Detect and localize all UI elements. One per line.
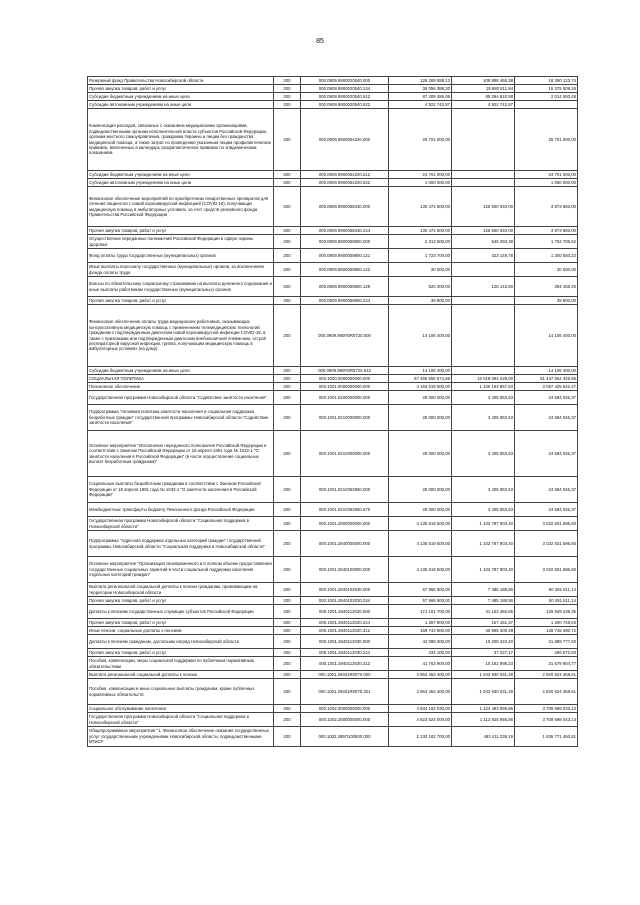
row-name: Субсидии бюджетным учреждениям на иные цели [88,367,274,375]
table-row [88,657,578,671]
table-row [88,649,578,657]
page-number: 85 [316,38,324,45]
table-row [88,101,578,109]
row-approved: 3 864 453 400,00 [389,671,452,679]
row-remaining: 31 579 904,77 [515,657,578,671]
row-approved: 171 101 700,00 [389,605,452,619]
row-name: Доплаты к пенсиям гражданам, достигшим наград Новосибирской области [88,635,274,649]
row-name: Взносы по обязательному социальному страхованию на выплаты денежного содержания и иные выплаты работникам государственных (муниципальных) органов [88,277,274,297]
table-row [88,557,578,583]
row-code: 200 [274,605,301,619]
row-name: Финансовое обеспечение оплаты труда медицинских работников, оказывающих консультативную медицинскую помощь с применением телемедицинских технологий гражданам с подтвержденным диагнозом новой коронавирусной инфекции COVID-19, а также с признаками или подтвержденным диагнозом внебольничной пневмонии, острой респираторной вирусной инфекции, гриппа, получающим медицинскую помощь в амбулаторных условиях (на дому) [88,305,274,367]
row-remaining: 2 820 524 368,51 [515,679,578,705]
table-row [88,93,578,101]
row-code: 200 [274,657,301,671]
row-name: Резервный фонд Правительства Новосибирской области [88,77,274,85]
row-approved: 24 701 000,00 [389,171,452,179]
row-approved: 169 743 800,00 [389,627,452,635]
row-approved: 4 135 619 500,00 [389,557,452,583]
row-approved: 28 000 000,00 [389,431,452,477]
row-executed: 16 018 094 229,00 [452,375,515,383]
row-approved: 28 000 000,00 [389,405,452,431]
row-approved: 57 966 800,00 [389,597,452,605]
row-remaining: 2 820 524 368,51 [515,671,578,679]
row-remaining: 24 594 046,37 [515,405,578,431]
row-approved: 4 135 619 500,00 [389,517,452,531]
table-row [88,305,578,367]
row-code: 200 [274,531,301,557]
table-row [88,227,578,235]
row-remaining: 394 156,40 [515,277,578,297]
row-kbk: 000.0909.9900059800.121 [301,249,389,263]
row-kbk: 000.0909.9900020540.000 [301,77,389,85]
table-row [88,405,578,431]
row-kbk: 000.0909.9900059800.244 [301,297,389,305]
row-code: 200 [274,517,301,531]
table-row [88,235,578,249]
row-kbk: 000.1001.2840112030.244 [301,649,389,657]
row-remaining: 3 873 960,00 [515,187,578,227]
row-name: Финансовое обеспечение мероприятий по приобретению лекарственных препаратов для лечения пациентов с новой коронавирусной инфекцией (COVID-19), получающих медицинскую помощь в амбулаторных условиях, за счет средств резервного фонда Правительства Российской Федерации [88,187,274,227]
row-name: Иные пенсии, социальные доплаты к пенсиям [88,627,274,635]
row-name: Субсидии автономным учреждениям на иные цели [88,179,274,187]
row-code: 200 [274,101,301,109]
table-row [88,597,578,605]
row-code: 200 [274,503,301,517]
table-row [88,263,578,277]
table-row [88,375,578,383]
row-approved: 4 823 624 000,00 [389,713,452,727]
row-remaining: 14 106 400,00 [515,367,578,375]
row-name: Прочая закупка товаров, работ и услуг [88,297,274,305]
row-executed: 1 043 930 031,49 [452,671,515,679]
row-executed: 3 405 953,63 [452,405,515,431]
row-name: Государственная программа Новосибирской области "Социальная поддержка в Новосибирской области" [88,517,274,531]
row-kbk: 000.0909.990П0R5720.000 [301,305,389,367]
row-kbk: 000.0909.9900059800.129 [301,277,389,297]
row-code: 200 [274,583,301,597]
row-kbk: 000.1001.0200000000.000 [301,391,389,405]
row-name: Иные выплаты персоналу государственных (муниципальных) органов, за исключением фонда оплаты труда [88,263,274,277]
row-name: Осуществление переданных полномочий Российской Федерации в сфере охраны здоровья [88,235,274,249]
table-row [88,705,578,713]
row-executed: 19 680 811,94 [452,85,515,93]
row-executed: 1 113 925 956,86 [452,713,515,727]
row-approved: 2 313 600,00 [389,235,452,249]
row-executed: 85 294 810,58 [452,93,515,101]
row-kbk: 000.0909.9900058430.000 [301,187,389,227]
row-kbk: 000.1001.2840112030.313 [301,657,389,671]
row-remaining: 25 701 000,00 [515,109,578,171]
row-approved: 4 834 162 030,00 [389,705,452,713]
row-approved: 1 000 000,00 [389,179,452,187]
row-code: 200 [274,109,301,171]
row-remaining: 18 390 123,74 [515,77,578,85]
row-remaining: 24 594 046,37 [515,391,578,405]
row-kbk: 000.0909.9900058430.244 [301,227,389,235]
table-row [88,297,578,305]
row-executed: 37 227,17 [452,649,515,657]
row-remaining: 3 032 831 596,60 [515,531,578,557]
row-kbk: 000.1001.2840112020.244 [301,619,389,627]
row-code: 200 [274,187,301,227]
row-executed: 7 485 188,86 [452,597,515,605]
row-approved: 36 056 389,20 [389,85,452,93]
row-kbk: 000.0909.9900059800.000 [301,235,389,249]
budget-table-body [88,77,578,747]
row-approved: 130 474 500,00 [389,227,452,235]
row-name: Межбюджетные трансферты бюджету Пенсионного фонда Российской Федерации [88,503,274,517]
budget-table [87,76,578,747]
table-row [88,383,578,391]
row-name: Доплаты к пенсиям государственных служащих субъектов Российской Федерации [88,605,274,619]
row-code: 200 [274,635,301,649]
row-code: 200 [274,671,301,679]
row-name: Прочая закупка товаров, работ и услуг [88,649,274,657]
row-remaining: 30 000,00 [515,263,578,277]
row-code: 200 [274,431,301,477]
row-remaining: 24 701 000,00 [515,171,578,179]
row-code: 200 [274,171,301,179]
row-kbk: 000.1000.0000000000.000 [301,375,389,383]
row-name: Основное мероприятие "Исполнение переданного полномочия Российской Федерации в соответствии с Законом Российской Федерации от 19 апреля 1991 года № 1032-1 "О занятости населения в Российской Федерации" (в части осуществления социальных выплат безработным гражданам)" [88,431,274,477]
row-approved: 3 864 453 400,00 [389,679,452,705]
row-code: 200 [274,77,301,85]
row-name: Подпрограмма "Адресная поддержка отдельных категорий граждан" государственной программы Новосибирской области "Социальная поддержка в Новосибирской области" [88,531,274,557]
row-approved: 30 000,00 [389,263,452,277]
row-kbk: 000.0909.9900054220.612 [301,171,389,179]
row-executed: 4 922 742,87 [452,101,515,109]
row-executed: 3 405 953,63 [452,391,515,405]
row-name: Прочая закупка товаров, работ и услуг [88,227,274,235]
row-executed: 109 898 465,38 [452,77,515,85]
row-code: 200 [274,705,301,713]
row-remaining: 1 300 550,22 [515,249,578,263]
row-kbk: 000.1001.0210000000.000 [301,405,389,431]
row-executed [452,263,515,277]
row-approved: 57 966 800,00 [389,583,452,597]
row-name: Субсидии бюджетным учреждениям на иные цели [88,93,274,101]
row-kbk: 000.1001.2840102030.000 [301,583,389,597]
row-code: 200 [274,383,301,391]
row-name: Выплата региональной социальной доплаты к пенсии [88,671,274,679]
table-row [88,85,578,93]
row-executed: 7 485 188,86 [452,583,515,597]
row-approved: 1 723 700,00 [389,249,452,263]
row-approved: 87 309 486,06 [389,93,452,101]
table-row [88,171,578,179]
table-row [88,477,578,503]
table-row [88,179,578,187]
row-kbk: 000.1001.0210352900.570 [301,503,389,517]
row-code: 200 [274,227,301,235]
row-name: Основное мероприятие "Организация своевременного и в полном объеме предоставления государственных социальных гарантий в части социальной поддержки населения отдельных категорий граждан" [88,557,274,583]
row-remaining: 129 949 239,35 [515,605,578,619]
row-approved: 130 474 500,00 [389,187,452,227]
row-remaining: 24 594 046,37 [515,503,578,517]
row-remaining: 50 481 611,14 [515,597,578,605]
row-name: Прочая закупка товаров, работ и услуг [88,85,274,93]
row-code: 200 [274,297,301,305]
row-kbk: 000.1001.0210300000.000 [301,431,389,477]
table-row [88,679,578,705]
row-code: 200 [274,85,301,93]
row-approved: 334 100,00 [389,649,452,657]
row-approved: 1 357 900,00 [389,619,452,627]
row-executed: 423 149,78 [452,249,515,263]
row-code: 200 [274,179,301,187]
row-name: Прочая закупка товаров, работ и услуг [88,619,274,627]
table-row [88,727,578,747]
table-row [88,627,578,635]
row-code: 200 [274,713,301,727]
row-kbk: 000.1001.2840112020.000 [301,605,389,619]
row-remaining: 3 709 698 043,14 [515,713,578,727]
row-remaining: 31 889 777,60 [515,635,578,649]
table-row [88,249,578,263]
row-name: Выплата региональной социальной доплаты к пенсии гражданам, проживающим на территории Новосибирской области [88,583,274,597]
row-executed: 1 102 787 903,40 [452,531,515,557]
row-kbk: 000.1001.2840000000.000 [301,531,389,557]
row-name: Социальное обслуживание населения [88,705,274,713]
row-name: Пенсионное обеспечение [88,383,274,391]
row-kbk: 000.0909.9900020540.622 [301,101,389,109]
row-approved: 4 163 619 500,00 [389,383,452,391]
table-row [88,619,578,627]
row-remaining: 1 636 771 460,81 [515,727,578,747]
row-name: Фонд оплаты труда государственных (муниципальных) органов [88,249,274,263]
row-remaining: 1 200 748,63 [515,619,578,627]
row-approved: 41 763 900,00 [389,657,452,671]
row-kbk: 000.0909.9900020540.244 [301,85,389,93]
row-executed: 1 124 483 996,86 [452,705,515,713]
row-executed: 3 405 953,63 [452,477,515,503]
row-code: 200 [274,235,301,249]
row-executed: 126 143,60 [452,277,515,297]
table-row [88,367,578,375]
row-executed: 126 600 540,00 [452,187,515,227]
row-remaining [515,101,578,109]
row-kbk: 000.1002.2800000000.000 [301,713,389,727]
row-name: Субсидии автономным учреждениям на иные цели [88,101,274,109]
row-kbk: 000.1001.2840112030.000 [301,635,389,649]
row-kbk: 000.0909.9900054220.000 [301,109,389,171]
row-remaining: 16 375 509,26 [515,85,578,93]
row-name: СОЦИАЛЬНАЯ ПОЛИТИКА [88,375,274,383]
row-approved: 520 300,00 [389,277,452,297]
row-name: Пособия, компенсации и иные социальные выплаты гражданам, кроме публичных нормативных обязательств [88,679,274,705]
table-row [88,635,578,649]
table-row [88,531,578,557]
row-code: 200 [274,391,301,405]
row-remaining: 51 447 564 345,66 [515,375,578,383]
row-executed [452,171,515,179]
row-name: Государственная программа Новосибирской области "Социальная поддержка в Новосибирской области" [88,713,274,727]
row-approved: 28 000 000,00 [389,503,452,517]
row-remaining: 14 106 400,00 [515,305,578,367]
row-code: 200 [274,277,301,297]
table-row [88,671,578,679]
row-remaining: 3 032 831 596,60 [515,557,578,583]
row-remaining: 3 032 831 596,60 [515,517,578,531]
table-row [88,187,578,227]
row-executed: 157 151,37 [452,619,515,627]
table-row [88,109,578,171]
row-approved: 128 289 589,13 [389,77,452,85]
row-remaining: 128 748 490,72 [515,627,578,635]
row-remaining: 1 000 000,00 [515,179,578,187]
row-approved: 4 135 619 500,00 [389,531,452,557]
row-name: Пособия, компенсации, меры социальной поддержки по публичным нормативным обязательствам [88,657,274,671]
row-remaining: 24 594 046,37 [515,431,578,477]
row-approved: 39 800,00 [389,297,452,305]
row-kbk: 000.0909.9900020540.612 [301,93,389,101]
row-name: Социальные выплаты безработным гражданам в соответствии с Законом Российской Федерации от 19 апреля 1991 года № 1032-1 "О занятости населения в Российской Федерации" [88,477,274,503]
row-code: 200 [274,367,301,375]
row-name: Субсидии бюджетным учреждениям на иные цели [88,171,274,179]
row-executed: 1 102 787 903,40 [452,517,515,531]
row-kbk: 000.1001.2840102030.244 [301,597,389,605]
row-executed [452,109,515,171]
table-row [88,431,578,477]
row-kbk: 000.0909.9900054220.622 [301,179,389,187]
row-remaining: 39 800,00 [515,297,578,305]
row-name: Прочая закупка товаров, работ и услуг [88,597,274,605]
row-kbk: 000.1001.2840100000.000 [301,557,389,583]
row-executed: 549 293,38 [452,235,515,249]
row-code: 200 [274,597,301,605]
row-code: 200 [274,679,301,705]
row-code: 200 [274,727,301,747]
row-executed: 493 411 239,19 [452,727,515,747]
row-executed: 1 043 930 031,49 [452,679,515,705]
table-row [88,605,578,619]
row-executed: 126 600 540,00 [452,227,515,235]
row-kbk: 000.1001.28401R0070.321 [301,679,389,705]
row-code: 200 [274,557,301,583]
row-kbk: 000.1001.0000000000.000 [301,383,389,391]
row-executed: 1 106 193 857,53 [452,383,515,391]
row-code: 200 [274,405,301,431]
row-approved: 25 701 000,00 [389,109,452,171]
row-executed [452,179,515,187]
row-remaining: 3 709 698 033,14 [515,705,578,713]
row-kbk: 000.1001.2840112020.312 [301,627,389,635]
table-row [88,713,578,727]
row-executed: 3 405 953,63 [452,431,515,477]
row-approved: 67 465 656 574,66 [389,375,452,383]
row-executed: 3 405 953,63 [452,503,515,517]
row-name: Государственная программа Новосибирской области "Содействие занятости населения" [88,391,274,405]
row-executed [452,297,515,305]
row-remaining: 2 014 593,48 [515,93,578,101]
row-code: 200 [274,477,301,503]
table-row [88,583,578,597]
row-remaining: 296 872,83 [515,649,578,657]
row-kbk: 000.1002.0000000000.000 [301,705,389,713]
row-approved: 28 000 000,00 [389,391,452,405]
row-approved: 14 106 400,00 [389,305,452,367]
table-row [88,517,578,531]
row-code: 200 [274,649,301,657]
row-code: 200 [274,263,301,277]
row-executed: 40 995 309,28 [452,627,515,635]
row-remaining: 24 594 046,37 [515,477,578,503]
row-remaining: 50 481 611,14 [515,583,578,597]
row-code: 200 [274,627,301,635]
row-kbk: 000.0909.9900059800.122 [301,263,389,277]
row-executed [452,367,515,375]
table-row [88,391,578,405]
row-approved: 14 106 400,00 [389,367,452,375]
row-kbk: 000.0909.990П0R5720.612 [301,367,389,375]
row-remaining: 3 057 425 642,47 [515,383,578,391]
row-executed: 1 102 787 903,40 [452,557,515,583]
row-kbk: 000.1001.0210352900.000 [301,477,389,503]
row-name: Общепрограммные мероприятия "1. Финансовое обеспечение оказания государственных услуг государственными учреждениями Новосибирской области, подведомственными МТиСР [88,727,274,747]
table-row [88,277,578,297]
row-remaining: 1 763 706,62 [515,235,578,249]
row-approved: 28 000 000,00 [389,477,452,503]
row-name: Компенсация расходов, связанных с оказанием медицинскими организациями, подведомственными органам исполнительной власти субъектов Российской Федерации, органам местного самоуправления, гражданам Украины и лицам без гражданства медицинской помощи, а также затрат по проведению указанным лицам профилактических прививок, включенных в календарь профилактических прививок по эпидемическим показаниям [88,109,274,171]
row-code: 200 [274,305,301,367]
row-executed [452,305,515,367]
row-name: Подпрограмма "Активная политика занятости населения и социальная поддержка безработных граждан" государственной программы Новосибирской области "Содействие занятости населения" [88,405,274,431]
row-code: 200 [274,619,301,627]
row-remaining: 3 873 960,00 [515,227,578,235]
row-approved: 42 098 000,00 [389,635,452,649]
row-approved: 4 922 742,87 [389,101,452,109]
row-executed: 10 182 995,23 [452,657,515,671]
row-code: 200 [274,375,301,383]
table-row [88,77,578,85]
row-executed: 10 208 222,40 [452,635,515,649]
row-kbk: 000.1001.28401R0070.000 [301,671,389,679]
row-executed: 41 152 460,65 [452,605,515,619]
row-code: 200 [274,249,301,263]
row-kbk: 000.1001.2800000000.000 [301,517,389,531]
row-code: 200 [274,93,301,101]
table-row [88,503,578,517]
row-kbk: 000.1002.285П100500.000 [301,727,389,747]
row-approved: 2 130 182 700,00 [389,727,452,747]
